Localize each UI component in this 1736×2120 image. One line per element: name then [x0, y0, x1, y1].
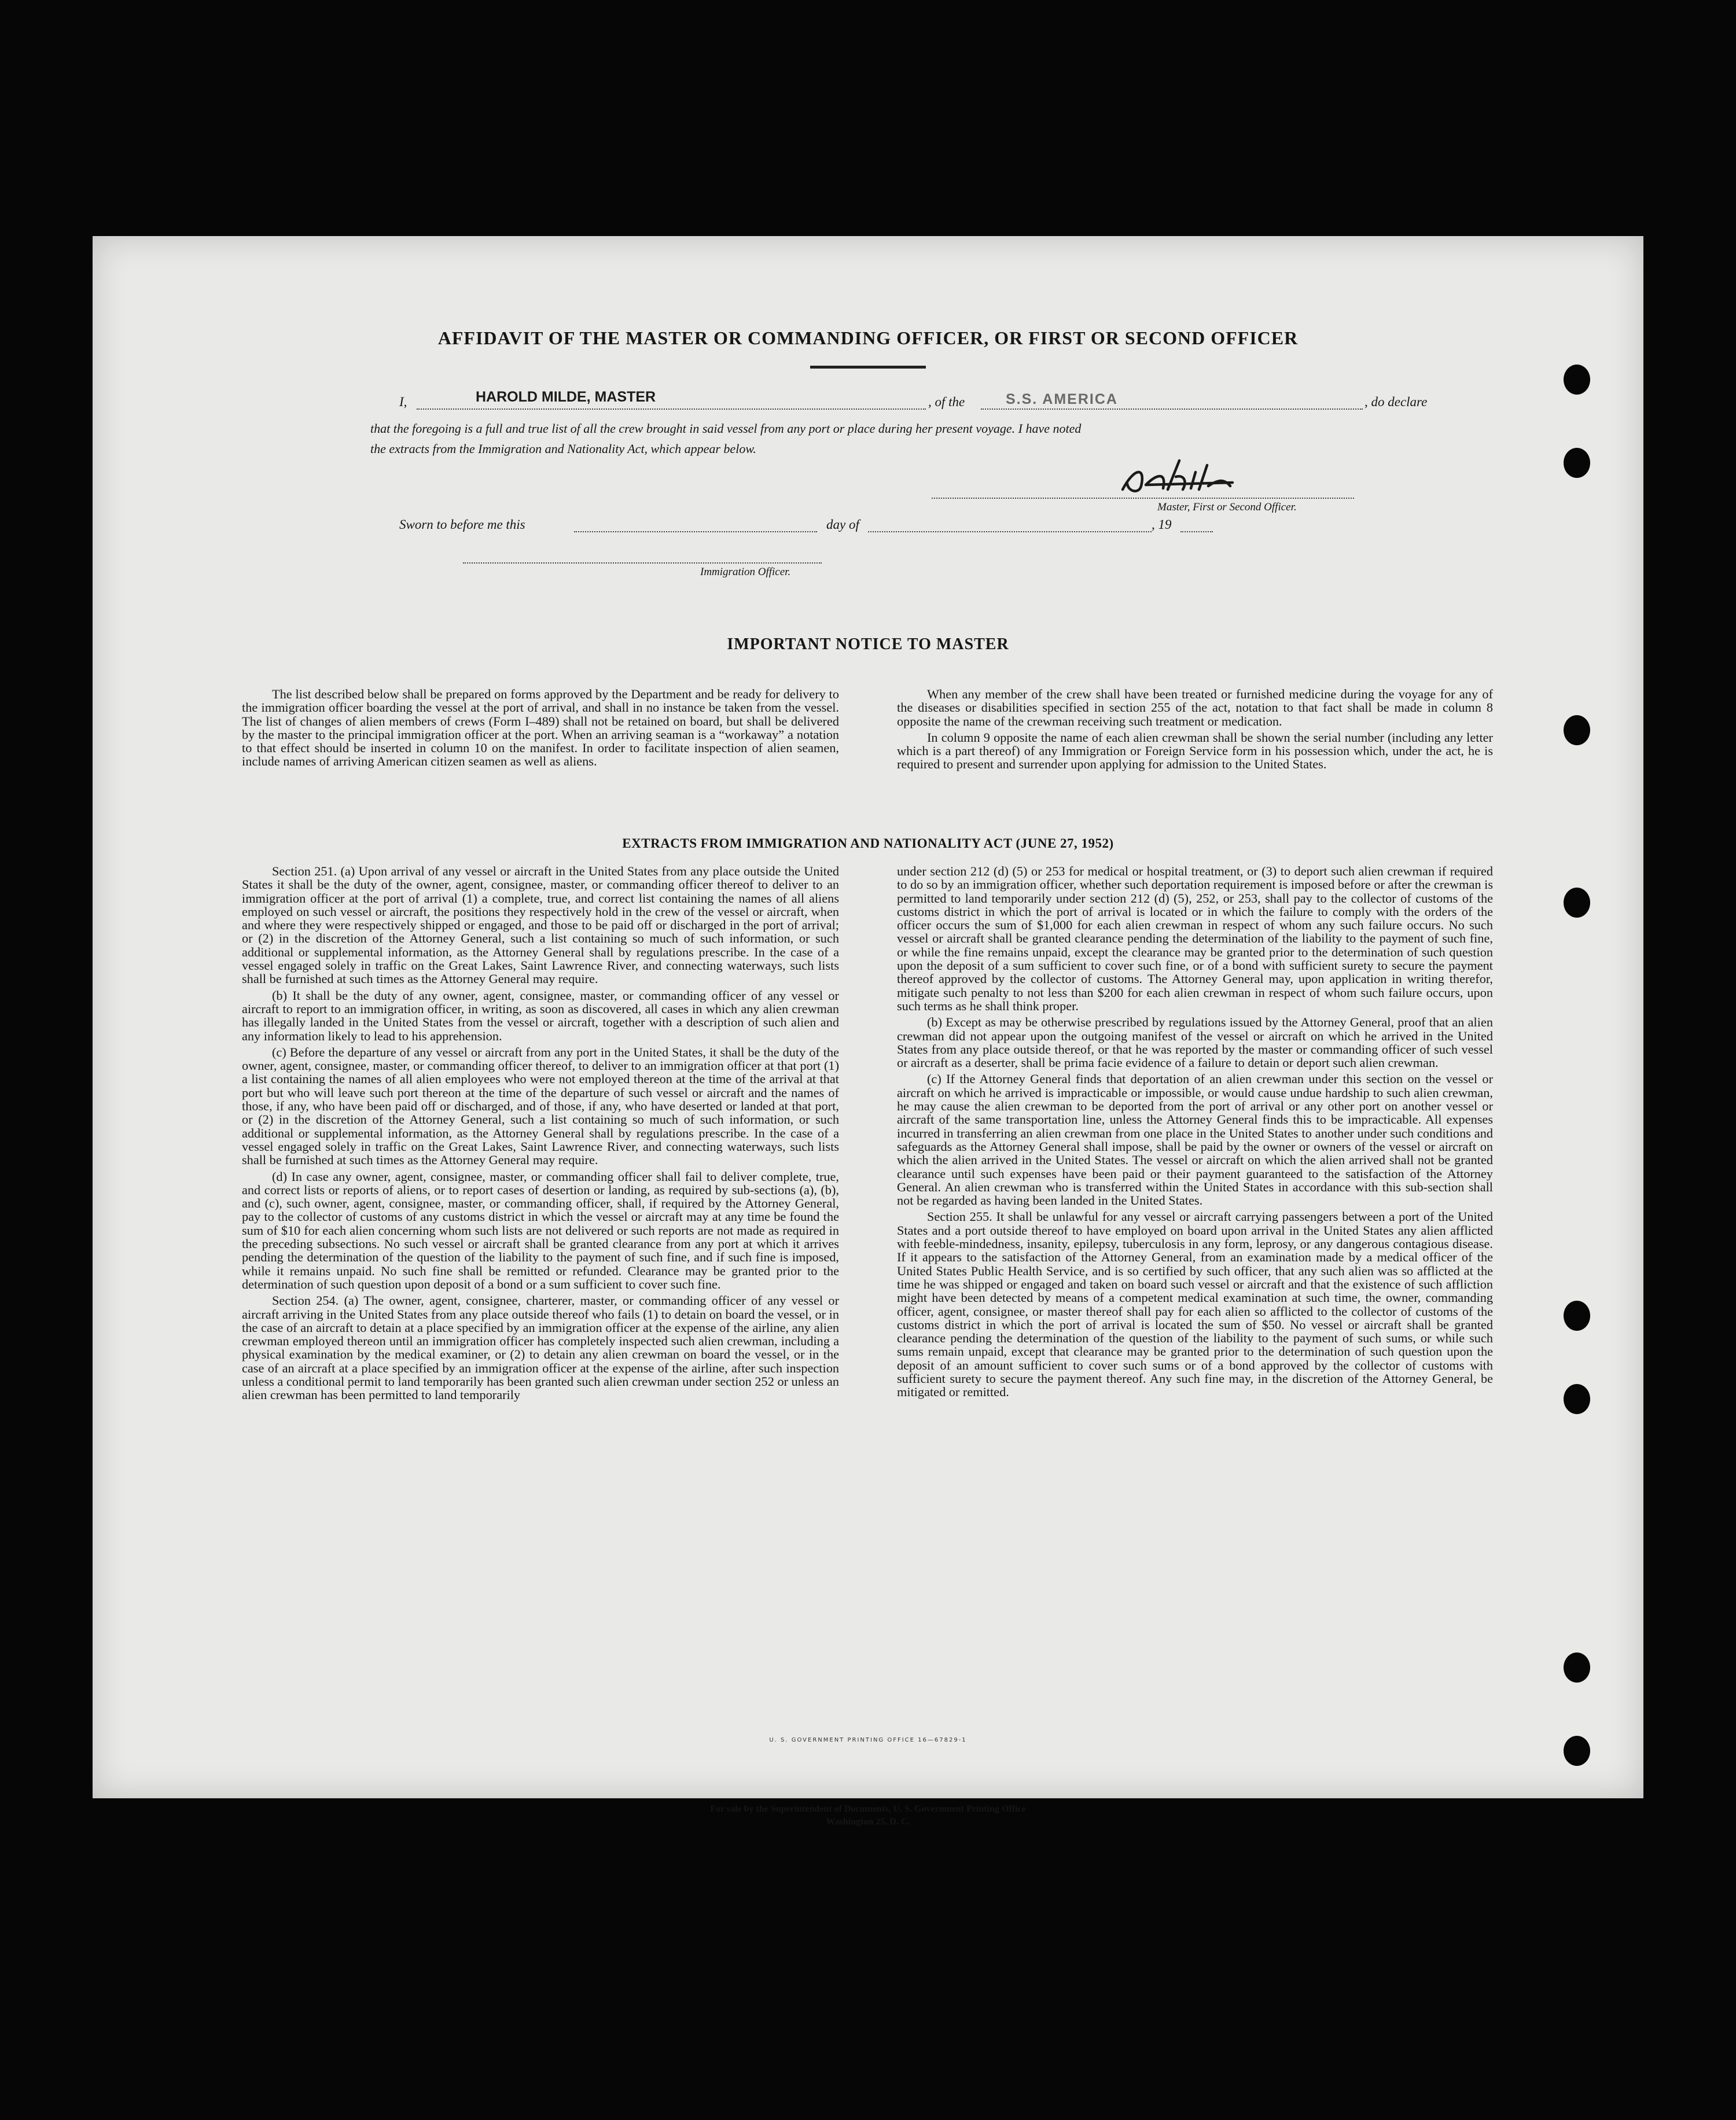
section-paragraph: (c) Before the departure of any vessel or aircraft from any port in the United States, it shall be the duty of the owner, agent, consignee, master, or commanding officer thereof, to deliver to an immigration officer at that port (1) a list containing the names of all alien employees who were not employed thereon at the time of the arrival at that port but who will leave such port thereon at the time of the departure of such vessel or aircraft and the names of those, if any, who have been paid off or discharged, and of those, if any, who have deserted or landed at that port, or (2) in the discretion of the Attorney General, such a list containing so much of such information, or such additional or supplemental information, as the Attorney General shall by regulations prescribe. In the case of a vessel engaged solely in traffic on the Great Lakes, Saint Lawrence River, and connecting waterways, such lists shall be furnished at such times as the Attorney General may require. [242, 1044, 839, 1168]
notice-right-paragraph: In column 9 opposite the name of each alien crewman shall be shown the serial number (including any letter which is a part thereof) of any Immigration or Foreign Service form in his possession which, under the act, he is required to present and surrender upon applying for admission to the United States. [897, 730, 1493, 772]
of-the-text: , of the [928, 395, 965, 409]
signature-caption: Master, First or Second Officer. [1157, 501, 1297, 513]
affidavit-heading: AFFIDAVIT OF THE MASTER OR COMMANDING OFFICER, OR FIRST OR SECOND OFFICER [437, 327, 1299, 348]
sworn-year-line [1180, 531, 1213, 532]
name-field-line [417, 408, 926, 410]
extracts-left-column [242, 864, 839, 1405]
punch-hole [1564, 1384, 1590, 1414]
immigration-officer-line [463, 562, 822, 564]
notice-left-column [242, 687, 839, 771]
section-paragraph: (d) In case any owner, agent, consignee, master, or commanding officer shall fail to deliver complete, true, and correct lists or reports of aliens, or to report cases of desertion or landing, as required by sub-sections (a), (b), and (c), such owner, agent, consignee, master, or commanding officer, shall, if required by the Attorney General, pay to the collector of customs of any customs district in which the vessel or aircraft may at any time be found the sum of $10 for each alien concerning whom such lists are not delivered or such reports are not made as required in the preceding subsections. No such vessel or aircraft shall be granted clearance from any port at which it arrives pending the determination of the question of the liability to the payment of such fine, and if such fine is imposed, while it remains unpaid. No such fine shall be remitted or refunded. Clearance may be granted prior to the determination of such question upon deposit of a bond or a sum sufficient to cover such fine. [242, 1169, 839, 1291]
notice-left-paragraph: The list described below shall be prepared on forms approved by the Department and be ready for delivery to the immigration officer boarding the vessel at the port of arrival, and shall in no instance be taken from the vessel. The list of changes of alien members of crews (Form I–489) shall not be retained on board, but shall be delivered by the master to the principal immigration officer at the port. When an arriving seaman is a “workaway” a notation to that effect should be inserted in column 10 on the manifest. In order to facilitate inspection of alien seamen, include names of arriving American citizen seamen as well as aliens. [242, 687, 839, 769]
heading-rule [810, 366, 926, 369]
punch-hole [1564, 448, 1590, 478]
section-paragraph: (b) Except as may be otherwise prescribed by regulations issued by the Attorney General, proof that an alien crewman did not appear upon the outgoing manifest of the vessel or aircraft on which he arrived in the United States from any place outside thereof, or that he was reported by the master or commanding officer of such vessel or aircraft as a deserter, shall be prima facie evidence of a failure to detain or deport such alien crewman. [897, 1015, 1493, 1070]
sworn-prefix: Sworn to before me this [399, 517, 525, 532]
declaration-line-2: that the foregoing is a full and true list of all the crew brought in said vessel from any port or place during her present voyage. I have noted [370, 421, 1082, 436]
sale-notice-line-1: For sale by the Superintendent of Documents, U. S. Government Printing Office [710, 1804, 1026, 1814]
section-paragraph: Section 254. (a) The owner, agent, consignee, charterer, master, or commanding officer of any vessel or aircraft arriving in the United States from any place outside thereof who fails (1) to detain on board the vessel, or in the case of an aircraft to detain at a place specified by an immigration officer at the expense of the airline, any alien crewman employed thereon until an immigration officer has completely inspected such alien crewman, including a physical examination by the medical examiner, or (2) to detain any alien crewman on board the vessel, or in the case of an aircraft at a place specified by an immigration officer at the expense of the airline, after such inspection unless a conditional permit to land temporarily has been granted such alien crewman under section 252 or unless an alien crewman has been permitted to land temporarily [242, 1293, 839, 1403]
section-paragraph: under section 212 (d) (5) or 253 for medical or hospital treatment, or (3) to deport such alien crewman if required to do so by an immigration officer, whether such deportation requirement is imposed before or after the crewman is permitted to land temporarily under section 212 (d) (5), 252, or 253, shall pay to the collector of customs of the customs district in which the port of arrival is located or in which the failure to comply with the orders of the officer occurs the sum of $1,000 for each alien crewman in respect of whom any such failure occurs. No such vessel or aircraft shall be granted clearance pending the determination of the liability to the payment of such fine, or while the fine remains unpaid, except the clearance may be granted prior to the determination of such question upon the deposit of a sum sufficient to cover such fine, or of a bond with sufficient surety to secure the payment thereof approved by the collector of customs. The Attorney General may, upon application in writing therefor, mitigate such penalty to not less than $200 for each alien crewman in respect of whom such failure occurs, upon such terms as he shall think proper. [897, 864, 1493, 1013]
immigration-officer-caption: Immigration Officer. [700, 566, 791, 578]
punch-hole [1564, 1301, 1590, 1331]
punch-hole [1564, 888, 1590, 918]
punch-hole [1564, 715, 1590, 745]
do-declare-text: , do declare [1364, 395, 1428, 409]
punch-hole [1564, 365, 1590, 395]
sworn-day-line [574, 531, 817, 532]
section-paragraph: Section 251. (a) Upon arrival of any vessel or aircraft in the United States from any place outside the United States it shall be the duty of the owner, agent, consignee, master, or commanding officer thereof to deliver to an immigration officer at the port of arrival (1) a complete, true, and correct list containing the names of all aliens employed on such vessel or aircraft, the positions they respectively hold in the crew of the vessel or aircraft, when and where they were respectively shipped or engaged, and those to be paid off or discharged in the port of arrival; or (2) in the discretion of the Attorney General, such a list containing so much of such information, or such additional or supplemental information, as the Attorney General shall by regulations prescribe. In the case of a vessel engaged solely in traffic on the Great Lakes, Saint Lawrence River, and connecting waterways, such lists shall be furnished at such times as the Attorney General may require. [242, 864, 839, 987]
notice-heading: IMPORTANT NOTICE TO MASTER [727, 635, 1009, 653]
section-paragraph: Section 255. It shall be unlawful for any vessel or aircraft carrying passengers between a port of the United States and a port outside thereof to have employed on board upon arrival in the United States any alien afflicted with feeble-mindedness, insanity, epilepsy, tuberculosis in any form, leprosy, or any dangerous contagious disease. If it appears to the satisfaction of the Attorney General, from an examination made by a medical officer of the United States Public Health Service, and is so certified by such officer, that any such alien was so afflicted at the time he was shipped or engaged and taken on board such vessel or aircraft and that the existence of such affliction might have been detected by means of a competent medical examination at such time, the owner, commanding officer, agent, consignee, or master thereof shall pay for each alien so afflicted to the collector of customs of the customs district in which the port of arrival is located the sum of $50. No vessel or aircraft shall be granted clearance pending the determination of the question of the liability to the payment of such sums, or while such sums remain unpaid, except that clearance may be granted prior to the determination of such question upon the deposit of an amount sufficient to cover such sums or of a bond approved by the collector of customs with sufficient surety to secure the payment thereof. Any such fine may, in the discretion of the Attorney General, be mitigated or remitted. [897, 1209, 1493, 1400]
declaration-line-3: the extracts from the Immigration and Nationality Act, which appear below. [370, 441, 756, 456]
sworn-day-of: day of [826, 517, 859, 532]
master-signature [1111, 456, 1261, 502]
punch-hole [1564, 1652, 1590, 1683]
extracts-heading: EXTRACTS FROM IMMIGRATION AND NATIONALITY ACT (JUNE 27, 1952) [622, 836, 1114, 851]
section-paragraph: (b) It shall be the duty of any owner, agent, consignee, master, or commanding officer of any vessel or aircraft to report to an immigration officer, in writing, as soon as discovered, all cases in which any alien crewman has illegally landed in the United States from the vessel or aircraft, together with a description of such alien and any information likely to lead to his apprehension. [242, 988, 839, 1043]
vessel-field-line [981, 408, 1363, 410]
sale-notice-line-2: Washington 25, D. C. [826, 1817, 910, 1827]
form-sheet [93, 236, 1643, 1827]
vessel-name-value: S.S. AMERICA [1006, 391, 1118, 407]
notice-right-paragraph: When any member of the crew shall have been treated or furnished medicine during the voyage for any of the diseases or disabilities specified in section 255 of the act, notation to that fact shall be made in column 8 opposite the name of the crewman receiving such treatment or medication. [897, 687, 1493, 728]
printing-office-imprint: U. S. GOVERNMENT PRINTING OFFICE 16—67829-1 [769, 1737, 967, 1743]
master-name-value: HAROLD MILDE, MASTER [476, 389, 656, 405]
section-paragraph: (c) If the Attorney General finds that deportation of an alien crewman under this section on the vessel or aircraft on which he arrived is impracticable or impossible, or would cause undue hardship to such alien crewman, he may cause the alien crewman to be deported from the port of arrival or any other port on another vessel or aircraft of the same transportation line, unless the Attorney General finds this to be impracticable. All expenses incurred in transferring an alien crewman from one place in the United States to another under such conditions and safeguards as the Attorney General shall impose, shall be paid by the owner or owners of the vessel or aircraft on which the alien arrived in the United States. The vessel or aircraft on which the alien arrived shall not be granted clearance until such expenses have been paid or their payment guaranteed to the satisfaction of the Attorney General. An alien crewman who is transferred within the United States in accordance with this sub-section shall not be regarded as having been landed in the United States. [897, 1072, 1493, 1208]
declaration-prefix: I, [399, 395, 407, 409]
extracts-right-column [897, 864, 1493, 1402]
sworn-month-line [868, 531, 1152, 532]
sworn-year-prefix: , 19 [1152, 517, 1172, 532]
notice-right-column [897, 687, 1493, 774]
signature-line [932, 498, 1354, 499]
